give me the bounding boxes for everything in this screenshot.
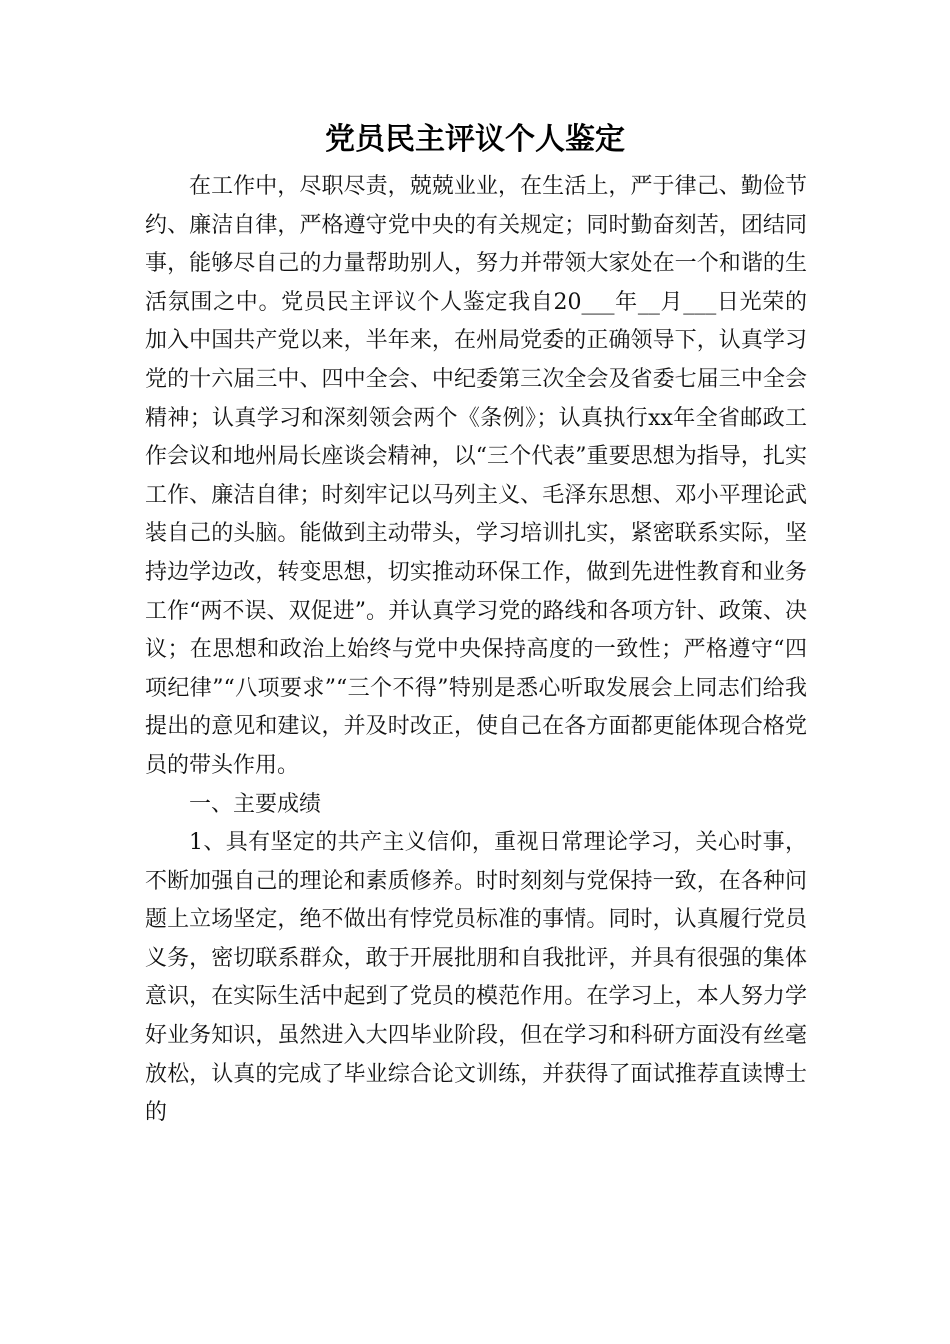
document-title: 党员民主评议个人鉴定 — [325, 122, 625, 157]
section-paragraph: 1、具有坚定的共产主义信仰，重视日常理论学习，关心时事，不断加强自己的理论和素质修养。时时刻刻与党保持一致，在各种问题上立场坚定，绝不做出有悖党员标准的事情。同时，认真履行党员义务，密切联系群众，敢于开展批朋和自我批评，并具有很强的集体意识，在实际生活中起到了党员的模范作用。在学习上，本人努力学好业务知识，虽然进入大四毕业阶段，但在学习和科研方面没有丝毫放松，认真的完成了毕业综合论文训练，并获得了面试推荐直读博士的 — [145, 830, 807, 1126]
document-body — [145, 168, 807, 1133]
intro-paragraph: 在工作中，尽职尽责，兢兢业业，在生活上，严于律己、勤俭节约、廉洁自律，严格遵守党中央的有关规定；同时勤奋刻苦，团结同事，能够尽自己的力量帮助别人，努力并带领大家处在一个和谐的生活氛围之中。党员民主评议个人鉴定我自20___年__月___日光荣的加入中国共产党以来，半年来，在州局党委的正确领导下，认真学习党的十六届三中、四中全会、中纪委第三次全会及省委七届三中全会精神；认真学习和深刻领会两个《条例》；认真执行xx年全省邮政工作会议和地州局长座谈会精神，以“三个代表”重要思想为指导，扎实工作、廉洁自律；时刻牢记以马列主义、毛泽东思想、邓小平理论武装自己的头脑。能做到主动带头，学习培训扎实，紧密联系实际，坚持边学边改，转变思想，切实推动环保工作，做到先进性教育和业务工作“两不误、双促进”。并认真学习党的路线和各项方针、政策、决议；在思想和政治上始终与党中央保持高度的一致性；严格遵守“四项纪律”“八项要求”“三个不得”特别是悉心听取发展会上同志们给我提出的意见和建议，并及时改正，使自己在各方面都更能体现合格党员的带头作用。 — [145, 174, 807, 778]
section-heading: 一、主要成绩 — [189, 791, 322, 817]
